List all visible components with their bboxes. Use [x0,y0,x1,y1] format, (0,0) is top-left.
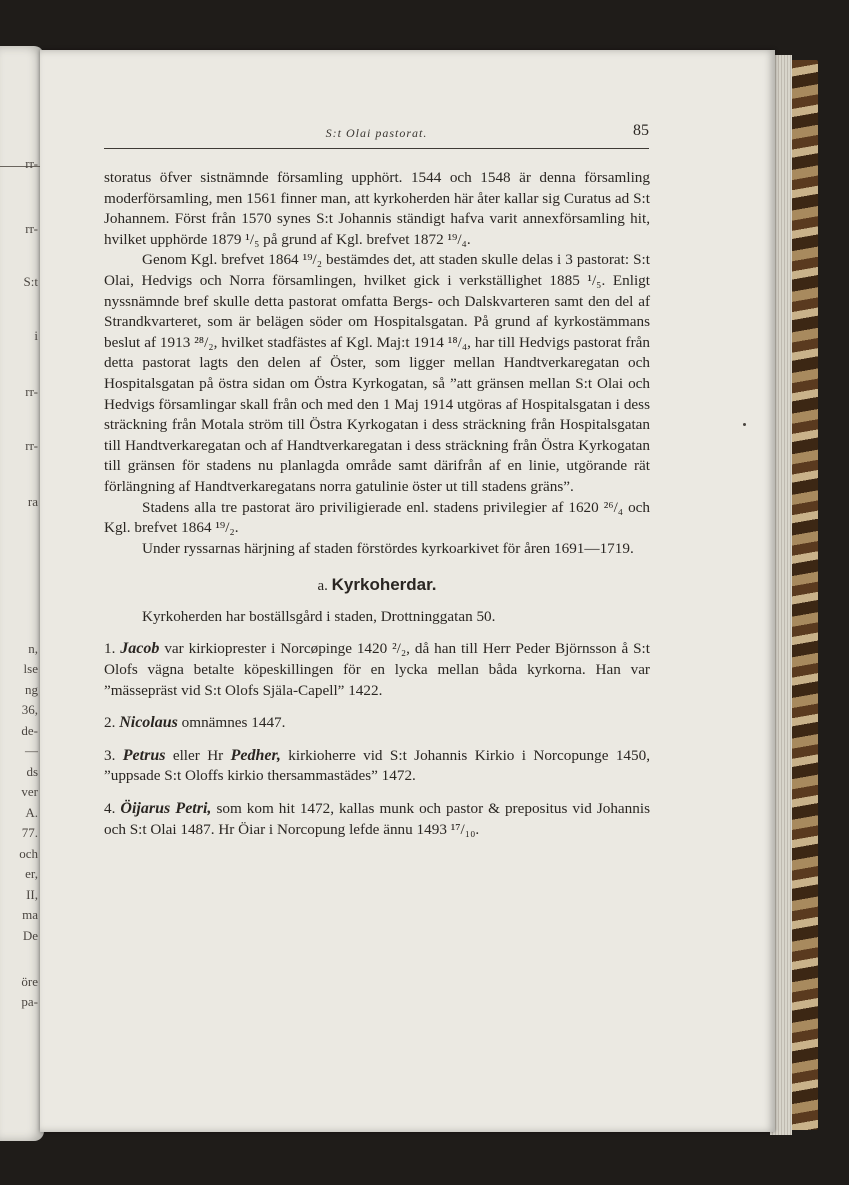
entry-item [104,713,650,734]
running-title: S:t Olai pastorat. [325,126,428,140]
paragraph: Stadens alla tre pastorat äro priviligierade enl. stadens privilegier af 1620 ²⁶/₄ och Kgl. brefvet 1864 ¹⁹/₂. [104,498,650,537]
left-fragment: 36, [21,702,38,717]
paragraph: Genom Kgl. brefvet 1864 ¹⁹/₂ bestämdes det, att staden skulle delas i 3 pastorat: S:t Olai, Hedvigs och Norra församlingen, hvilket gick i verkställighet 1885 ¹/₅. Enligt nyssnämnde bref skulle detta pastorat omfatta Bergs- och Dalskvarteren samt den del af Strandkvarteret, som är belägen söder om Hospitalsgatan. På grund af kyrkostämmans beslut af 1913 ²⁸/₂, hvilket stadfästes af Kgl. Maj:t 1914 ¹⁸/₄, har till Hedvigs pastorat från detta pastorat lagts den delen af Öster, som ligger mellan Handtverkaregatan och Hospitalsgatan på östra sidan om Östra Kyrkogatan, så ”att gränsen mellan S:t Olai och Hedvigs församlingar skall från och med den 1 Maj 1914 utgöras af Hospitalsgatan i dess sträckning från Motala ström till Östra Kyrkogatan i dess sträckning från Hospitalsgatan till Handtverkaregatan och af Handtverkaregatan i dess sträckning från Östra Kyrkogatan till gränsen för stadens nu planlagda område samt därifrån af en linie, utgörande rät förlängning af Handtverkaregatans norra gatulinie öster ut till stadens gräns”. [104,251,650,495]
section-title: Kyrkoherdar. [331,575,437,595]
paragraph: storatus öfver sistnämnde församling upphört. 1544 och 1548 är denna församling moderförsamling, men 1561 finner man, att kyrkoherden här åter kallar sig Curatus ad S:t Johannem. Först från 1570 synes S:t Johannis ständigt hafva varit annexförsamling hit, hvilket upphörde 1879 ¹/₅ på grund af Kgl. brefvet 1872 ¹⁹/₄. [104,169,650,248]
entry-number: 4. [104,800,116,818]
paragraph: Under ryssarnas härjning af staden förstördes kyrkoarkivet för åren 1691—1719. [142,539,634,557]
left-fragment: De [22,928,38,943]
left-fragment: lse [23,661,38,676]
page-number: 85 [633,122,649,139]
left-fragment: pa- [21,994,38,1009]
left-fragment: och [19,846,38,861]
section-intro: Kyrkoherden har boställsgård i staden, Drottninggatan 50. [142,607,496,625]
entry-number: 2. [104,714,116,732]
left-fragment: öre [21,974,38,989]
left-fragment: ver [21,784,38,799]
entry-connector: eller Hr [172,746,224,764]
left-fragment: rr- [25,156,38,171]
entry-item [104,799,650,840]
left-page-edge [0,46,44,1141]
entry-text: var kirkioprester i Norcøpinge 1420 ²/₂, då han till Herr Peder Björnsson å S:t Olofs vägna betalte köpeskillingen för en lycka mellan båda kyrkorna. Han var ”mässepräst vid S:t Olofs Själa-Capell” 1422. [104,640,651,699]
left-fragment: ng [25,682,38,697]
page-body [104,168,650,840]
left-fragment: n, [28,641,38,656]
margin-mark [743,423,746,426]
left-fragment: 77. [21,825,38,840]
left-fragment: — [25,743,38,758]
book-page [40,50,775,1132]
left-fragment: i [34,328,38,343]
left-fragment: A. [25,805,38,820]
entry-name-alt: Pedher, [230,746,281,764]
left-fragment: rr- [25,384,38,399]
entry-number: 1. [104,640,116,658]
page-header [104,122,649,149]
entry-name: Jacob [120,640,160,658]
left-fragment: ra [27,494,38,509]
entry-item [104,639,650,701]
entry-name: Öijarus Petri, [120,800,212,818]
section-letter: a. [317,578,328,595]
entry-text: som kom hit 1472, kallas munk och pastor & prepositus vid Johannis och S:t Olai 1487. Hr Öiar i Norcopung lefde ännu 1493 ¹⁷/₁₀. [104,800,650,838]
entry-name: Nicolaus [119,714,178,732]
entry-name: Petrus [122,746,166,764]
entry-item [104,746,650,787]
left-fragment: II, [26,887,38,902]
left-fragment: er, [25,866,38,881]
section-heading [104,575,650,597]
left-fragment: ds [26,764,38,779]
entry-number: 3. [104,746,116,764]
left-fragment: S:t [23,274,38,289]
left-fragment: de- [21,723,38,738]
left-fragment: rr- [25,438,38,453]
left-fragment: ma [22,907,38,922]
entry-text: kirkioherre vid S:t Johannis Kirkio i Norcopunge 1450, ”uppsade S:t Oloffs kirkio thersammastädes” 1472. [104,746,651,785]
entry-text: omnämnes 1447. [181,714,286,732]
left-fragment: rr- [25,221,38,236]
